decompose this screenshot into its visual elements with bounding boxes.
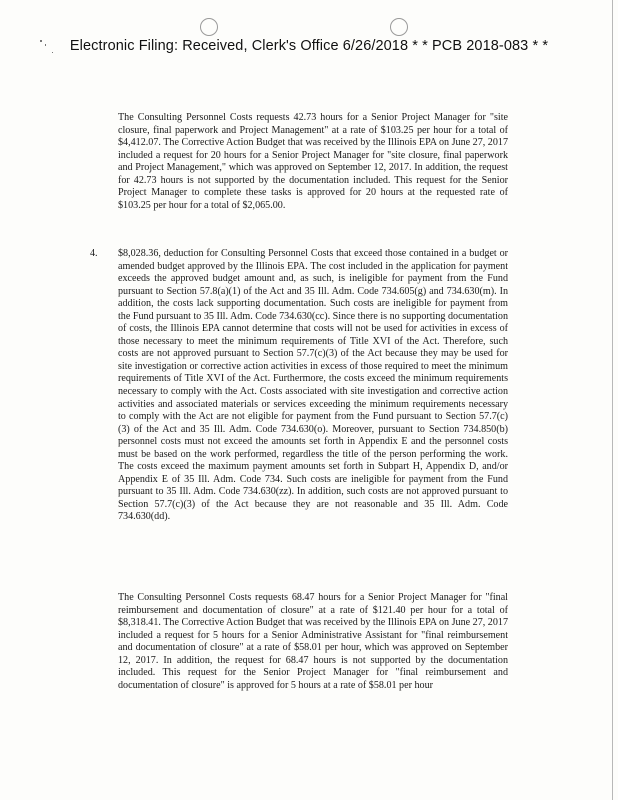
punch-hole-right [390,18,408,36]
item-number: 4. [90,248,98,259]
paragraph-senior-pm-site-closure: The Consulting Personnel Costs requests 42.73 hours for a Senior Project Manager for "site closure, final paperwork and Project Management" at a rate of $103.25 per hour for a total of $4,412.07. The Corrective Action Budget that was received by the Illinois EPA on June 27, 2017 included a request for 20 hours for a Senior Project Manager for "site closure, final paperwork and Project Management," which was approved on September 12, 2017. In addition, the request for 42.73 hours is not supported by the documentation included. This request for the Senior Project Manager to complete these tasks is approved for 20 hours at the requested rate of $103.25 per hour for a total of $2,065.00. [118,112,508,211]
paragraph-deduction-consulting-costs: $8,028.36, deduction for Consulting Personnel Costs that exceed those contained in a budget or amended budget approved by the Illinois EPA. The cost included in the application for payment exceeds the approved budget amount and, as such, is ineligible for payment from the Fund pursuant to Section 57.8(a)(1) of the Act and 35 Ill. Adm. Code 734.605(g) and 734.630(m). In addition, the costs lack supporting documentation. Such costs are ineligible for payment from the Fund pursuant to 35 Ill. Adm. Code 734.630(cc). Since there is no supporting documentation of costs, the Illinois EPA cannot determine that costs will not be used for activities in excess of those necessary to meet the minimum requirements of Title XVI of the Act. Therefore, such costs are not approved pursuant to Section 57.7(c)(3) of the Act because they may be used for site investigation or corrective action activities in excess of those required to meet the minimum requirements of Title XVI of the Act. Furthermore, the costs exceed the minimum requirements necessary to comply with the Act. Costs associated with site investigation and corrective action activities and associated materials or services exceeding the minimum requirements necessary to comply with the Act are not eligible for payment from the Fund pursuant to Section 57.7(c)(3) of the Act and 35 Ill. Adm. Code 734.630(o). Moreover, pursuant to Section 734.850(b) personnel costs must not exceed the amounts set forth in Appendix E and the personnel costs must be based on the work performed, regardless the title of the person performing the work. The costs exceed the maximum payment amounts set forth in Subpart H, Appendix D, and/or Appendix E of 35 Ill. Adm. Code 734. Such costs are ineligible for payment from the Fund pursuant to 35 Ill. Adm. Code 734.630(zz). In addition, such costs are not approved pursuant to Section 57.7(c)(3) of the Act because they are not reasonable and 35 Ill. Adm. Code 734.630(dd). [118,248,508,523]
filing-stamp: Electronic Filing: Received, Clerk's Office 6/26/2018 * * PCB 2018-083 * * [69,38,549,54]
punch-hole-left [200,18,218,36]
paragraph-senior-pm-final-reimbursement: The Consulting Personnel Costs requests 68.47 hours for a Senior Project Manager for "final reimbursement and documentation of closure" at a rate of $121.40 per hour for a total of $8,318.41. The Corrective Action Budget that was received by the Illinois EPA on June 27, 2017 included a request for 5 hours for a Senior Administrative Assistant for "final reimbursement and documentation of closure" at a rate of $58.01 per hour, which was approved on September 12, 2017. In addition, the request for 68.47 hours is not supported by the documentation included. This request for the Senior Project Manager for "final reimbursement and documentation of closure" is approved for 5 hours at a rate of $58.01 per hour [118,592,508,691]
scan-edge [612,0,613,800]
